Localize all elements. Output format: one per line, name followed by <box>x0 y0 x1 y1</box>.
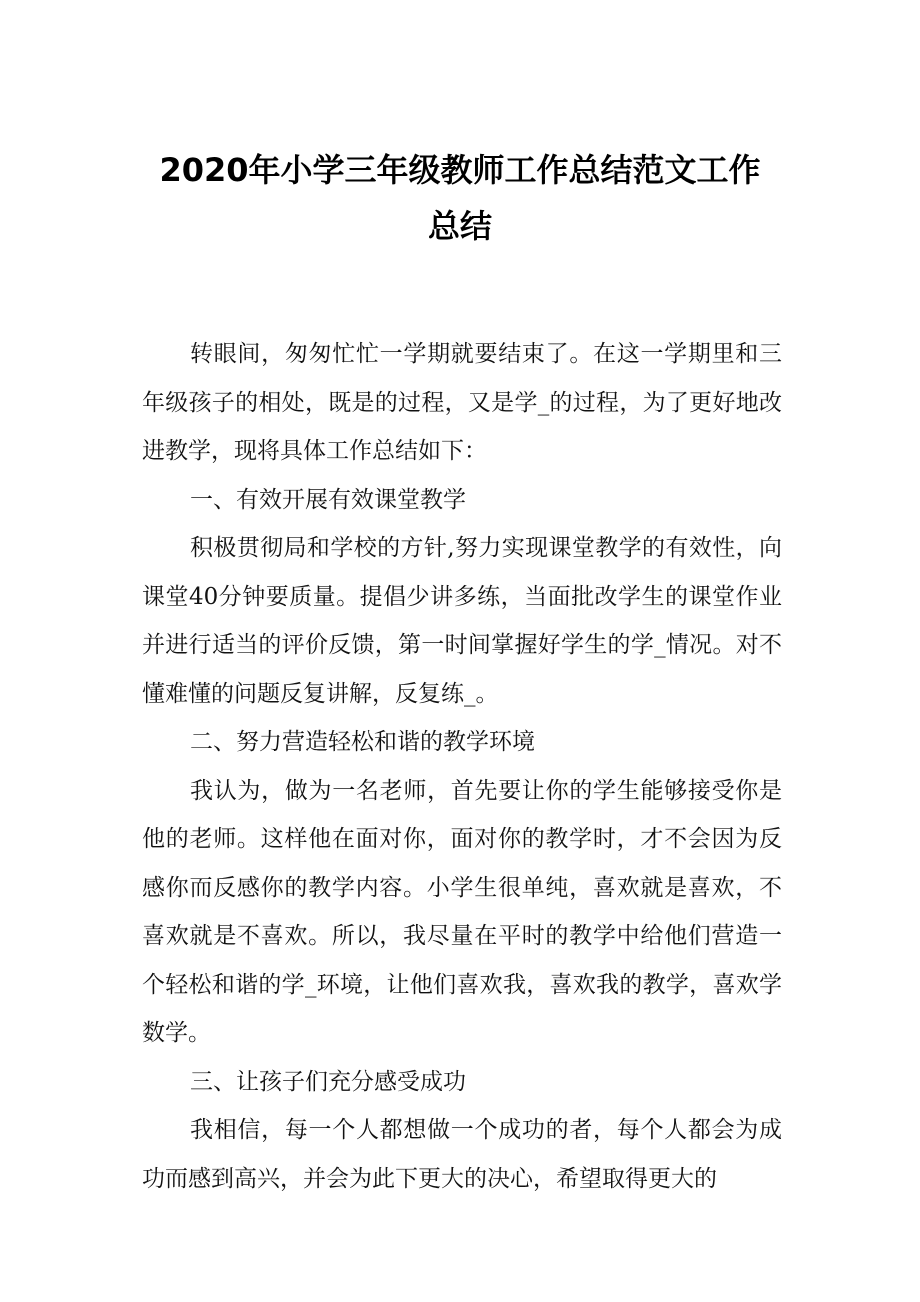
section-heading-3: 三、让孩子们充分感受成功 <box>190 1068 466 1095</box>
paragraph-section-2: 我认为，做为一名老师，首先要让你的学生能够接受你是他的老师。这样他在面对你，面对你的教学时，才不会因为反感你而反感你的教学内容。小学生很单纯，喜欢就是喜欢，不喜欢就是不喜欢。所以，我尽量在平时的教学中给他们营造一个轻松和谐的学_环境，让他们喜欢我，喜欢我的教学，喜欢学数学。 <box>142 777 782 1046</box>
paragraph-section-3: 我相信，每一个人都想做一个成功的者，每个人都会为成功而感到高兴，并会为此下更大的决心，希望取得更大的 <box>142 1117 782 1192</box>
paragraph-intro: 转眼间，匆匆忙忙一学期就要结束了。在这一学期里和三年级孩子的相处，既是的过程，又是学_的过程，为了更好地改进教学，现将具体工作总结如下： <box>142 341 782 464</box>
title-line-2: 总结 <box>427 207 492 245</box>
document-title <box>0 142 920 254</box>
title-line-1: 2020年小学三年级教师工作总结范文工作 <box>159 151 761 189</box>
document-body <box>142 330 782 1203</box>
paragraph-section-1: 积极贯彻局和学校的方针,努力实现课堂教学的有效性，向课堂40分钟要质量。提倡少讲多练，当面批改学生的课堂作业并进行适当的评价反馈，第一时间掌握好学生的学_情况。对不懂难懂的问题反复讲解，反复练_。 <box>142 535 782 707</box>
section-heading-1: 一、有效开展有效课堂教学 <box>190 486 466 513</box>
section-heading-2: 二、努力营造轻松和谐的教学环境 <box>190 729 535 755</box>
